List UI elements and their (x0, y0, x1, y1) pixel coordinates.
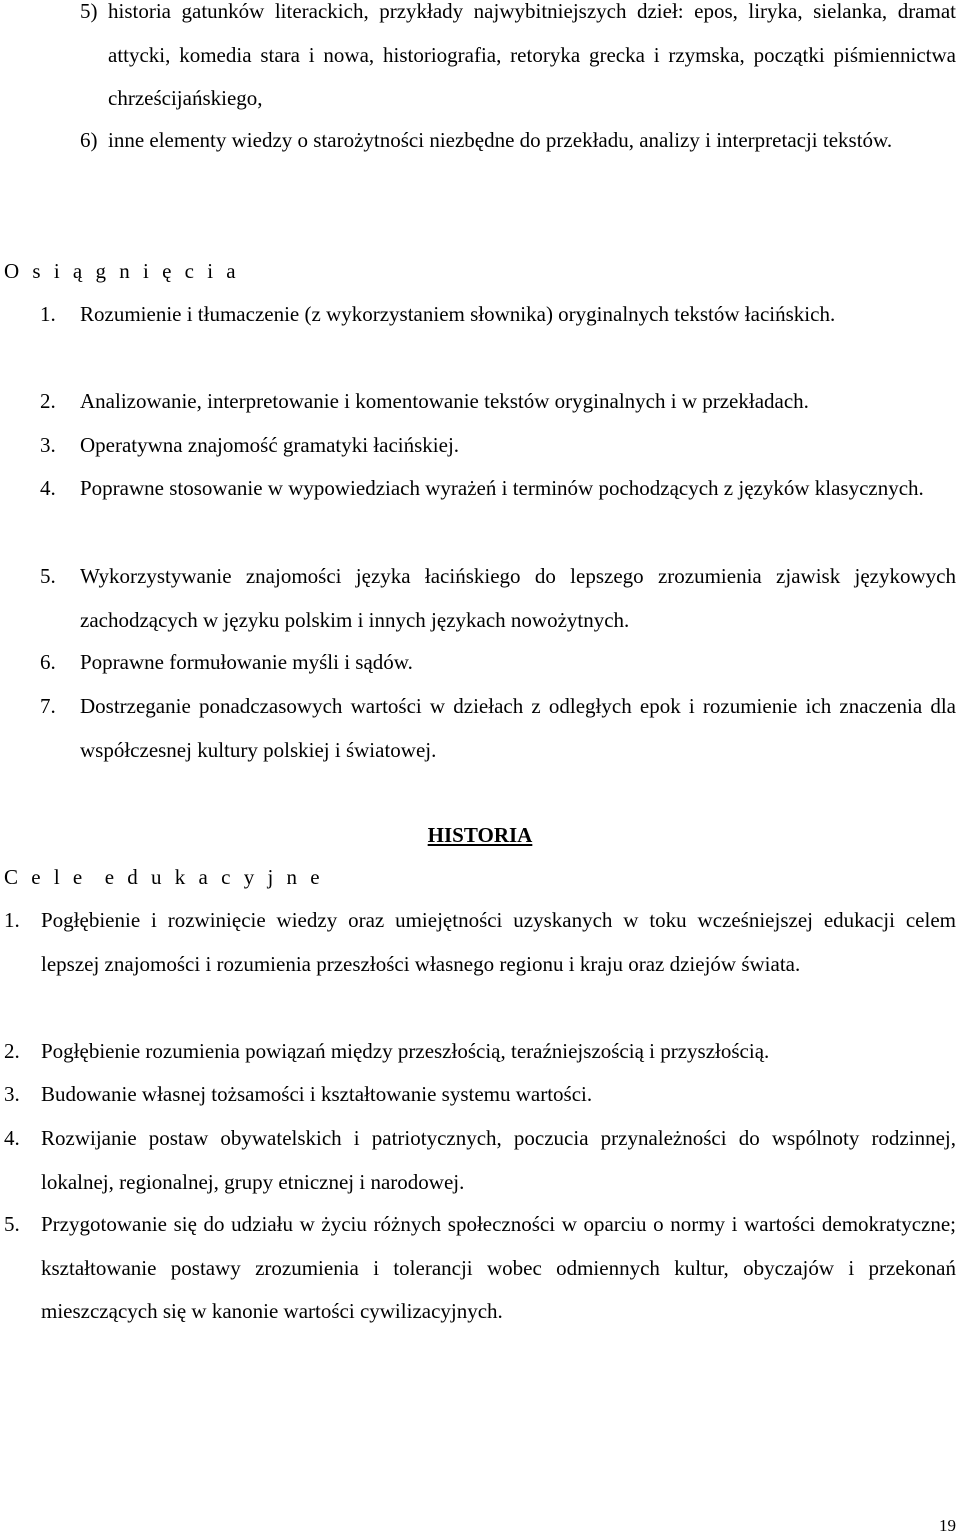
list-item-text: Analizowanie, interpretowanie i komentowanie tekstów oryginalnych i w przekładach. (80, 389, 809, 413)
list-item-text: Poprawne formułowanie myśli i sądów. (80, 650, 413, 674)
list-item (40, 424, 956, 468)
list-item (40, 685, 956, 772)
list-item-number: 6. (40, 650, 56, 674)
list-item (40, 380, 956, 424)
list-item-text: Przygotowanie się do udziału w życiu różnych społeczności w oparciu o normy i wartości demokratyczne; kształtowanie postawy zrozumienia i tolerancji wobec odmiennych kultur, obyczajów i przekonań mieszczących się w kanonie wartości cywilizacyjnych. (41, 1212, 956, 1323)
list-item-number: 3. (4, 1082, 20, 1106)
list-item (40, 555, 956, 642)
list-item-text: historia gatunków literackich, przykłady najwybitniejszych dzieł: epos, liryka, sielanka, dramat attycki, komedia stara i nowa, historiografia, retoryka grecka i rzymska, początki piśmiennictwa chrześcijańskiego, (108, 0, 956, 110)
list-item-number: 1. (40, 302, 56, 326)
list-item-number: 5. (40, 564, 56, 588)
list-item-number: 3. (40, 433, 56, 457)
list-item-number: 5) (80, 0, 98, 23)
list-item (4, 1203, 956, 1334)
list-item-number: 5. (4, 1212, 20, 1236)
section-heading-historia: HISTORIA (427, 823, 533, 847)
list-item (40, 641, 956, 685)
list-item-text: Budowanie własnej tożsamości i kształtowanie systemu wartości. (41, 1082, 593, 1106)
list-item-text: Dostrzeganie ponadczasowych wartości w dziełach z odległych epok i rozumienie ich znaczenia dla współczesnej kultury polskiej i światowej. (80, 694, 956, 762)
list-item (40, 467, 956, 511)
section-label-cele-edukacyjne: C e l e e d u k a c y j n e (4, 865, 324, 889)
list-item-number: 1. (4, 908, 20, 932)
list-item (40, 293, 956, 337)
list-item-text: Rozwijanie postaw obywatelskich i patriotycznych, poczucia przynależności do wspólnoty rodzinnej, lokalnej, regionalnej, grupy etnicznej i narodowej. (41, 1126, 956, 1194)
list-item-text: Pogłębienie rozumienia powiązań między przeszłością, teraźniejszością i przyszłością. (41, 1039, 770, 1063)
list-item-text: Poprawne stosowanie w wypowiedziach wyrażeń i terminów pochodzących z języków klasycznych. (80, 476, 924, 500)
list-item-number: 6) (80, 128, 98, 152)
list-item (80, 119, 956, 163)
list-item-text: Rozumienie i tłumaczenie (z wykorzystaniem słownika) oryginalnych tekstów łacińskich. (80, 302, 836, 326)
list-item-text: inne elementy wiedzy o starożytności niezbędne do przekładu, analizy i interpretacji tekstów. (108, 128, 893, 152)
list-item-text: Wykorzystywanie znajomości języka łacińskiego do lepszego zrozumienia zjawisk językowych zachodzących w języku polskim i innych językach nowożytnych. (80, 564, 956, 632)
list-item-number: 4. (40, 476, 56, 500)
list-item (4, 899, 956, 986)
list-item-number: 7. (40, 694, 56, 718)
section-label-osiagniecia: O s i ą g n i ę c i a (4, 259, 240, 283)
list-item (80, 0, 956, 121)
list-item (4, 1030, 956, 1074)
list-item-number: 2. (40, 389, 56, 413)
list-item (4, 1073, 956, 1117)
list-item-text: Operatywna znajomość gramatyki łacińskiej. (80, 433, 460, 457)
list-item (4, 1117, 956, 1204)
list-item-number: 2. (4, 1039, 20, 1063)
list-item-text: Pogłębienie i rozwinięcie wiedzy oraz umiejętności uzyskanych w toku wcześniejszej edukacji celem lepszej znajomości i rozumienia przeszłości własnego regionu i kraju oraz dziejów świata. (41, 908, 956, 976)
page-number: 19 (939, 1516, 956, 1535)
list-item-number: 4. (4, 1126, 20, 1150)
